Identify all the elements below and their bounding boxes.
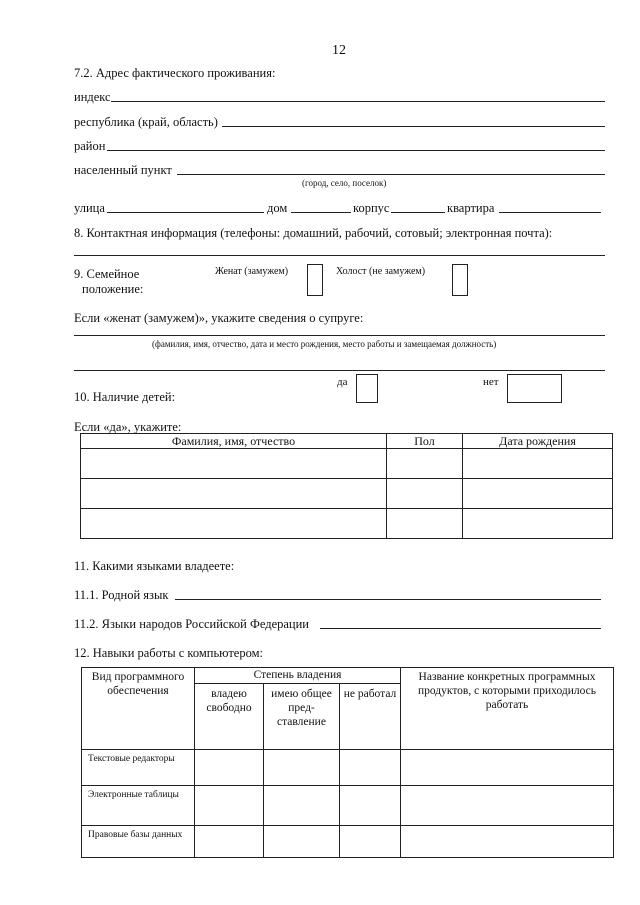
locality-label: населенный пункт (74, 163, 172, 177)
child-dob-cell[interactable] (463, 509, 613, 539)
native-language-field[interactable] (175, 599, 601, 600)
rf-languages-field[interactable] (320, 628, 601, 629)
section-8-title: 8. Контактная информация (телефоны: домашний, рабочий, сотовый; электронная почта): (74, 226, 553, 240)
child-name-cell[interactable] (81, 449, 387, 479)
spouse-field[interactable] (74, 335, 605, 336)
row-label: Электронные таблицы (82, 786, 195, 826)
street-field[interactable] (107, 212, 264, 213)
district-field[interactable] (107, 150, 605, 151)
single-label: Холост (не замужем) (336, 266, 426, 277)
index-label: индекс (74, 90, 111, 104)
col-general: имею общее пред-ставление (264, 684, 340, 750)
house-label: дом (267, 201, 288, 215)
region-label: республика (край, область) (74, 115, 218, 129)
table-row (81, 479, 613, 509)
skill-cell[interactable] (264, 826, 340, 858)
married-label: Женат (замужем) (215, 266, 289, 277)
section-12-title: 12. Навыки работы с компьютером: (74, 646, 263, 660)
apartment-field[interactable] (499, 212, 601, 213)
skill-cell[interactable] (195, 826, 264, 858)
col-fluent: владею свободно (195, 684, 264, 750)
child-dob-cell[interactable] (463, 479, 613, 509)
child-name-cell[interactable] (81, 479, 387, 509)
skill-cell[interactable] (340, 826, 401, 858)
col-software: Вид программного обеспечения (82, 668, 195, 750)
page-number: 12 (332, 43, 346, 58)
skill-cell[interactable] (340, 750, 401, 786)
skill-cell[interactable] (401, 826, 614, 858)
child-sex-cell[interactable] (387, 449, 463, 479)
table-row (82, 750, 614, 786)
skill-cell[interactable] (401, 750, 614, 786)
skill-cell[interactable] (340, 786, 401, 826)
single-checkbox[interactable] (452, 264, 468, 296)
street-label: улица (74, 201, 105, 215)
index-field[interactable] (111, 101, 605, 102)
skill-cell[interactable] (264, 750, 340, 786)
table-row (81, 449, 613, 479)
children-yes-label: да (337, 376, 348, 388)
house-field[interactable] (291, 212, 351, 213)
locality-field[interactable] (177, 174, 605, 175)
locality-hint: (город, село, поселок) (302, 178, 387, 188)
row-label: Правовые базы данных (82, 826, 195, 858)
col-degree: Степень владения (195, 668, 401, 684)
children-col-name: Фамилия, имя, отчество (81, 434, 387, 449)
table-row (81, 509, 613, 539)
computer-skills-table (81, 667, 614, 858)
table-row (82, 786, 614, 826)
children-table (80, 433, 613, 539)
child-dob-cell[interactable] (463, 449, 613, 479)
building-label: корпус (353, 201, 390, 215)
skill-cell[interactable] (264, 786, 340, 826)
region-field[interactable] (222, 126, 605, 127)
section-7-2-title: 7.2. Адрес фактического проживания: (74, 66, 276, 80)
spouse-prompt: Если «женат (замужем)», укажите сведения о супруге: (74, 311, 364, 325)
child-name-cell[interactable] (81, 509, 387, 539)
row-label: Текстовые редакторы (82, 750, 195, 786)
spouse-hint: (фамилия, имя, отчество, дата и место рождения, место работы и замещаемая должность) (152, 339, 497, 349)
rf-languages-label: 11.2. Языки народов Российской Федерации (74, 617, 309, 631)
spouse-field-2[interactable] (74, 370, 605, 371)
apartment-label: квартира (447, 201, 495, 215)
children-prompt: Если «да», укажите: (74, 420, 182, 434)
children-col-dob: Дата рождения (463, 434, 613, 449)
col-products: Название конкретных программных продуктов, с которыми приходилось работать (401, 668, 614, 750)
married-checkbox[interactable] (307, 264, 323, 296)
col-none: не работал (340, 684, 401, 750)
children-no-label: нет (483, 376, 499, 388)
section-11-title: 11. Какими языками владеете: (74, 559, 235, 573)
contact-field[interactable] (74, 255, 605, 256)
children-no-checkbox[interactable] (507, 374, 562, 403)
child-sex-cell[interactable] (387, 479, 463, 509)
children-col-sex: Пол (387, 434, 463, 449)
marital-label-line2: положение: (82, 282, 144, 296)
section-10-title: 10. Наличие детей: (74, 390, 176, 404)
district-label: район (74, 139, 106, 153)
building-field[interactable] (391, 212, 445, 213)
children-yes-checkbox[interactable] (356, 374, 378, 403)
skill-cell[interactable] (195, 786, 264, 826)
skill-cell[interactable] (401, 786, 614, 826)
child-sex-cell[interactable] (387, 509, 463, 539)
skill-cell[interactable] (195, 750, 264, 786)
native-language-label: 11.1. Родной язык (74, 588, 169, 602)
table-row (82, 826, 614, 858)
marital-label-line1: 9. Семейное (74, 267, 140, 281)
